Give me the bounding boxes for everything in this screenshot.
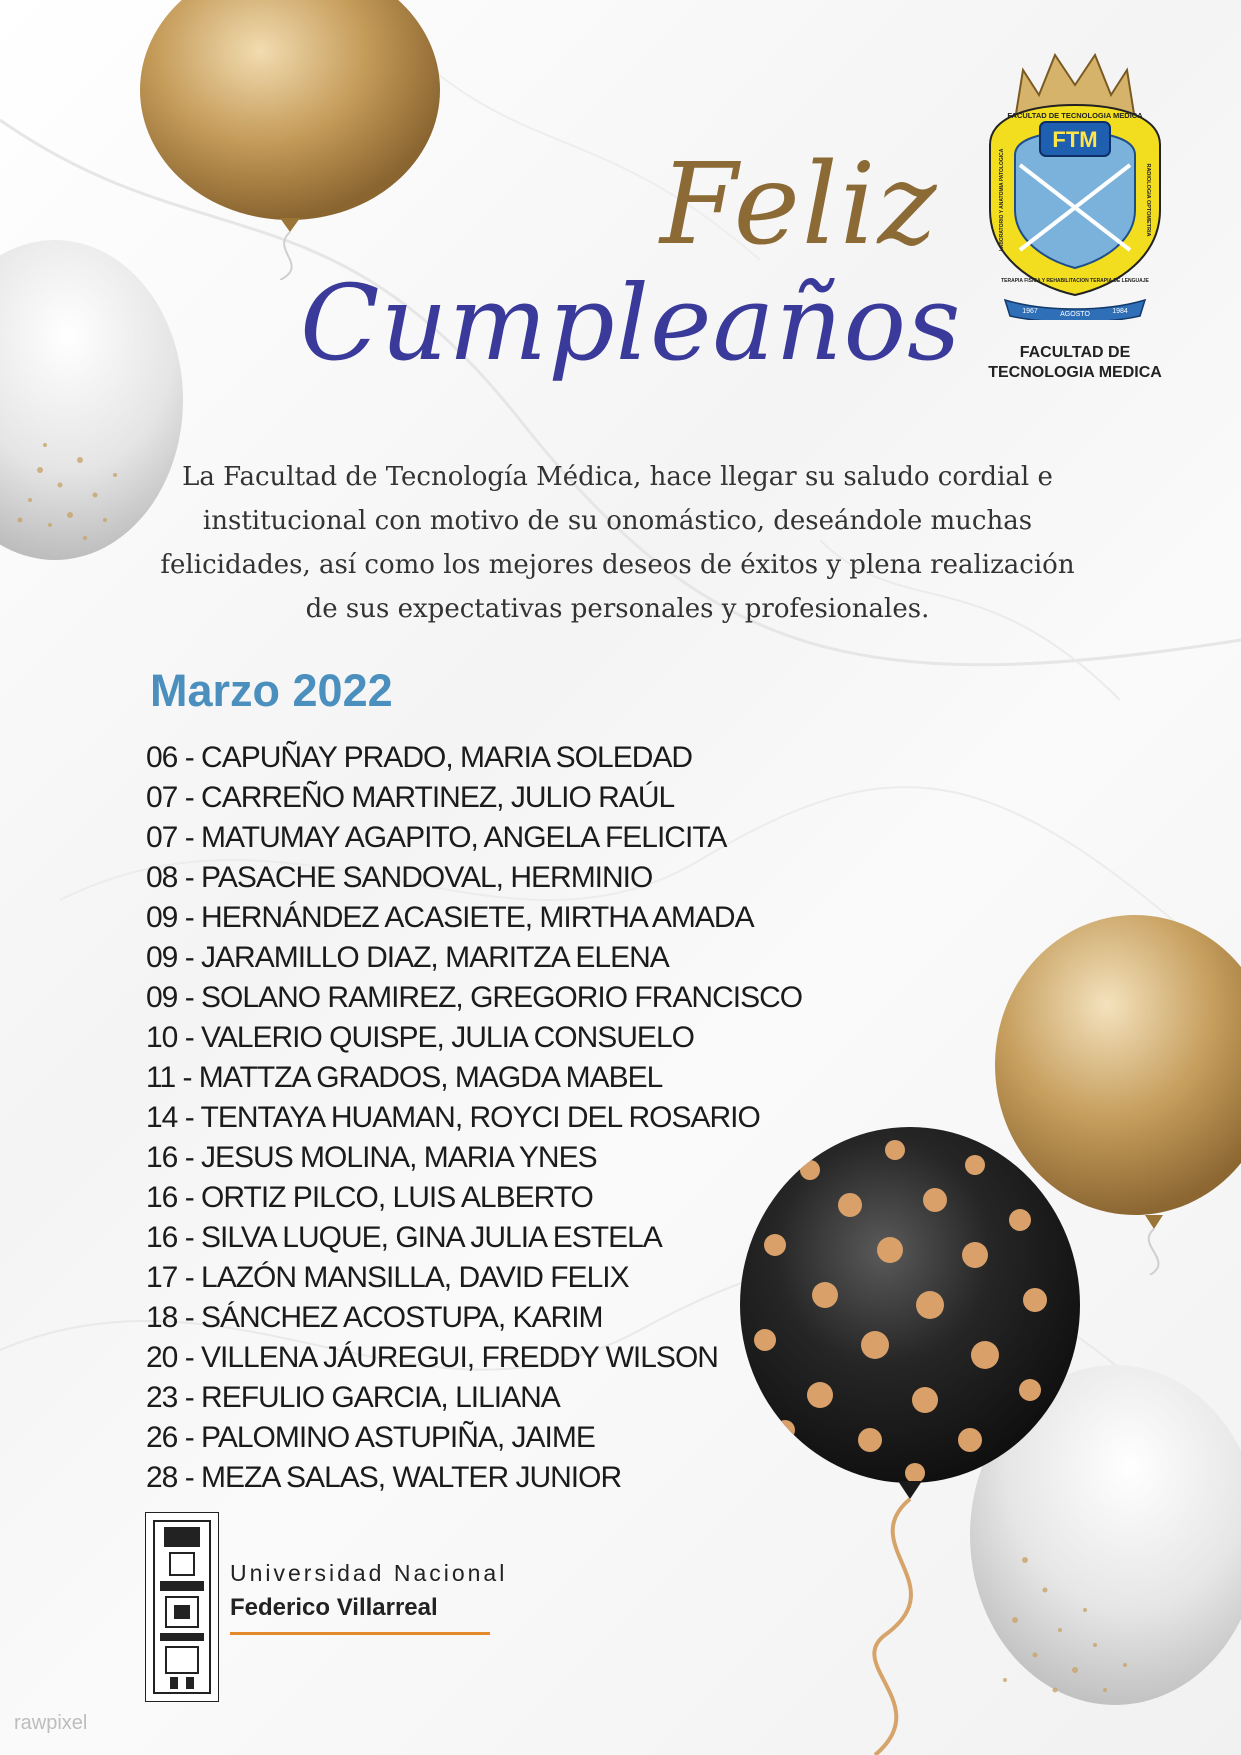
title-feliz: Feliz xyxy=(660,140,939,270)
faculty-name xyxy=(960,343,1190,383)
birthday-list xyxy=(146,738,802,1498)
university-underline xyxy=(230,1632,490,1635)
list-item: 28 - MEZA SALAS, WALTER JUNIOR xyxy=(146,1461,622,1494)
list-item: 16 - JESUS MOLINA, MARIA YNES xyxy=(146,1141,597,1174)
list-item: 09 - JARAMILLO DIAZ, MARITZA ELENA xyxy=(146,941,669,974)
list-item: 11 - MATTZA GRADOS, MAGDA MABEL xyxy=(146,1061,663,1094)
list-item: 16 - ORTIZ PILCO, LUIS ALBERTO xyxy=(146,1181,593,1214)
ftm-faculty-logo xyxy=(975,50,1175,320)
faculty-name-line1: FACULTAD DE xyxy=(1019,344,1131,361)
list-item: 09 - HERNÁNDEZ ACASIETE, MIRTHA AMADA xyxy=(146,901,754,934)
logo-ring-text: FACULTAD DE TECNOLOGIA MEDICA xyxy=(1007,111,1143,120)
university-name-line2: Federico Villarreal xyxy=(230,1594,438,1621)
greeting-message: La Facultad de Tecnología Médica, hace llegar su saludo cordial e institucional con motivo de su onomástico, deseándole muchas felicidades, así como los mejores deseos de éxitos y plena realización de sus expectativas personales y profesionales. xyxy=(160,462,1075,624)
list-item: 18 - SÁNCHEZ ACOSTUPA, KARIM xyxy=(146,1301,603,1334)
logo-year-left: 1967 xyxy=(1022,308,1038,315)
list-item: 23 - REFULIO GARCIA, LILIANA xyxy=(146,1381,560,1414)
month-heading: Marzo 2022 xyxy=(150,665,393,716)
university-name-line1: Universidad Nacional xyxy=(230,1560,508,1586)
watermark: rawpixel xyxy=(14,1712,88,1734)
logo-banner-month: AGOSTO xyxy=(1060,311,1090,318)
list-item: 08 - PASACHE SANDOVAL, HERMINIO xyxy=(146,861,653,894)
list-item: 07 - CARREÑO MARTINEZ, JULIO RAÚL xyxy=(146,781,675,814)
unfv-emblem-icon xyxy=(145,1512,219,1702)
list-item: 14 - TENTAYA HUAMAN, ROYCI DEL ROSARIO xyxy=(146,1101,760,1134)
logo-year-right: 1984 xyxy=(1112,308,1128,315)
list-item: 06 - CAPUÑAY PRADO, MARIA SOLEDAD xyxy=(146,741,693,774)
list-item: 16 - SILVA LUQUE, GINA JULIA ESTELA xyxy=(146,1221,662,1254)
logo-acronym: FTM xyxy=(1052,127,1098,152)
list-item: 07 - MATUMAY AGAPITO, ANGELA FELICITA xyxy=(146,821,727,854)
list-item: 10 - VALERIO QUISPE, JULIA CONSUELO xyxy=(146,1021,694,1054)
list-item: 26 - PALOMINO ASTUPIÑA, JAIME xyxy=(146,1421,595,1454)
logo-right-text: RADIOLOGIA OPTOMETRIA xyxy=(1145,163,1151,237)
list-item: 09 - SOLANO RAMIREZ, GREGORIO FRANCISCO xyxy=(146,981,803,1014)
title-cumpleanos: Cumpleaños xyxy=(300,262,962,384)
list-item: 17 - LAZÓN MANSILLA, DAVID FELIX xyxy=(146,1261,629,1294)
faculty-name-line2: TECNOLOGIA MEDICA xyxy=(988,364,1162,381)
list-item: 20 - VILLENA JÁUREGUI, FREDDY WILSON xyxy=(146,1341,718,1374)
logo-left-text: LABORATORIO Y ANATOMIA PATOLOGICA xyxy=(999,148,1005,252)
logo-ribbon-text: TERAPIA FISICA Y REHABILITACION TERAPIA DE LENGUAJE xyxy=(1001,278,1149,284)
